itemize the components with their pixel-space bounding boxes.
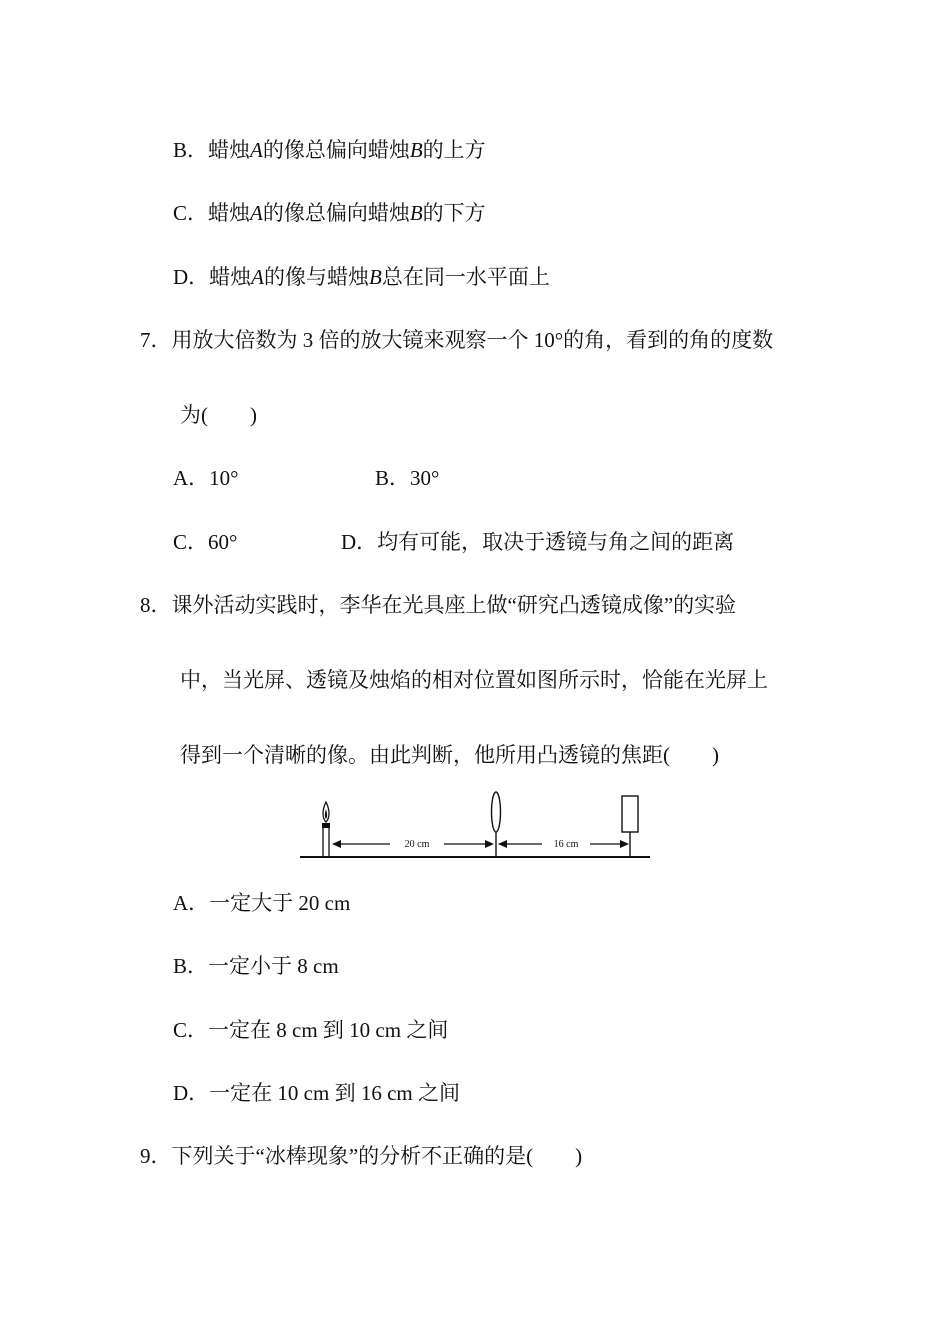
q6-option-b-var-a: A: [250, 138, 263, 162]
convex-lens-icon: [492, 792, 501, 857]
q6-option-c-prefix: C．蜡烛: [173, 201, 251, 225]
q7-number: 7．: [140, 328, 172, 352]
q7-stem-text1: 用放大倍数为 3 倍的放大镜来观察一个 10°的角，看到的角的度数: [171, 328, 774, 352]
q6-option-c-suffix: 的下方: [422, 201, 486, 225]
q6-option-b-mid: 的像总偏向蜡烛: [262, 138, 410, 162]
optical-bench-figure: [298, 790, 654, 862]
q8-stem-text1: 课外活动实践时，李华在光具座上做“研究凸透镜成像”的实验: [171, 593, 737, 617]
q7-stem-line1: [140, 327, 773, 353]
q7-stem-line2: 为( ): [180, 403, 257, 427]
q8-option-c: C．一定在 8 cm 到 10 cm 之间: [173, 1018, 449, 1042]
q7-option-a: A．10°: [173, 466, 239, 490]
q6-option-d-suffix: 总在同一水平面上: [381, 265, 550, 289]
q7-option-c: C．60°: [173, 530, 238, 554]
q6-option-c-var-b: B: [409, 201, 423, 225]
q8-option-b: B．一定小于 8 cm: [173, 954, 339, 978]
q8-number: 8．: [140, 593, 172, 617]
q6-option-c-var-a: A: [250, 201, 263, 225]
light-screen-icon: [622, 796, 638, 857]
q6-option-c: [173, 200, 486, 226]
q6-option-b-suffix: 的上方: [422, 138, 486, 162]
q6-option-b: [173, 137, 486, 163]
q6-option-c-mid: 的像总偏向蜡烛: [262, 201, 410, 225]
q7-option-b: B．30°: [375, 466, 440, 490]
q8-stem-line1: [140, 592, 736, 618]
q6-option-d: [173, 264, 550, 290]
q9-stem-text1: 下列关于“冰棒现象”的分析不正确的是( ): [171, 1144, 583, 1168]
q6-option-d-var-b: B: [369, 265, 382, 289]
q6-option-d-prefix: D．蜡烛: [173, 265, 252, 289]
q9-number: 9．: [140, 1144, 172, 1168]
q6-option-b-prefix: B．蜡烛: [173, 138, 251, 162]
dimension-label-16cm: 16 cm: [553, 839, 579, 850]
q8-option-a: A．一定大于 20 cm: [173, 891, 351, 915]
candle-icon: [322, 802, 330, 857]
q9-stem-line1: [140, 1143, 582, 1169]
q6-option-d-mid: 的像与蜡烛: [264, 265, 369, 289]
q8-option-d: D．一定在 10 cm 到 16 cm 之间: [173, 1081, 460, 1105]
dimension-label-20cm: 20 cm: [404, 839, 430, 850]
q8-stem-line3: 得到一个清晰的像。由此判断，他所用凸透镜的焦距( ): [180, 743, 719, 767]
q7-option-d: D．均有可能，取决于透镜与角之间的距离: [341, 530, 735, 554]
q6-option-b-var-b: B: [409, 138, 423, 162]
q8-stem-line2: 中，当光屏、透镜及烛焰的相对位置如图所示时，恰能在光屏上: [180, 668, 768, 692]
q6-option-d-var-a: A: [251, 265, 264, 289]
